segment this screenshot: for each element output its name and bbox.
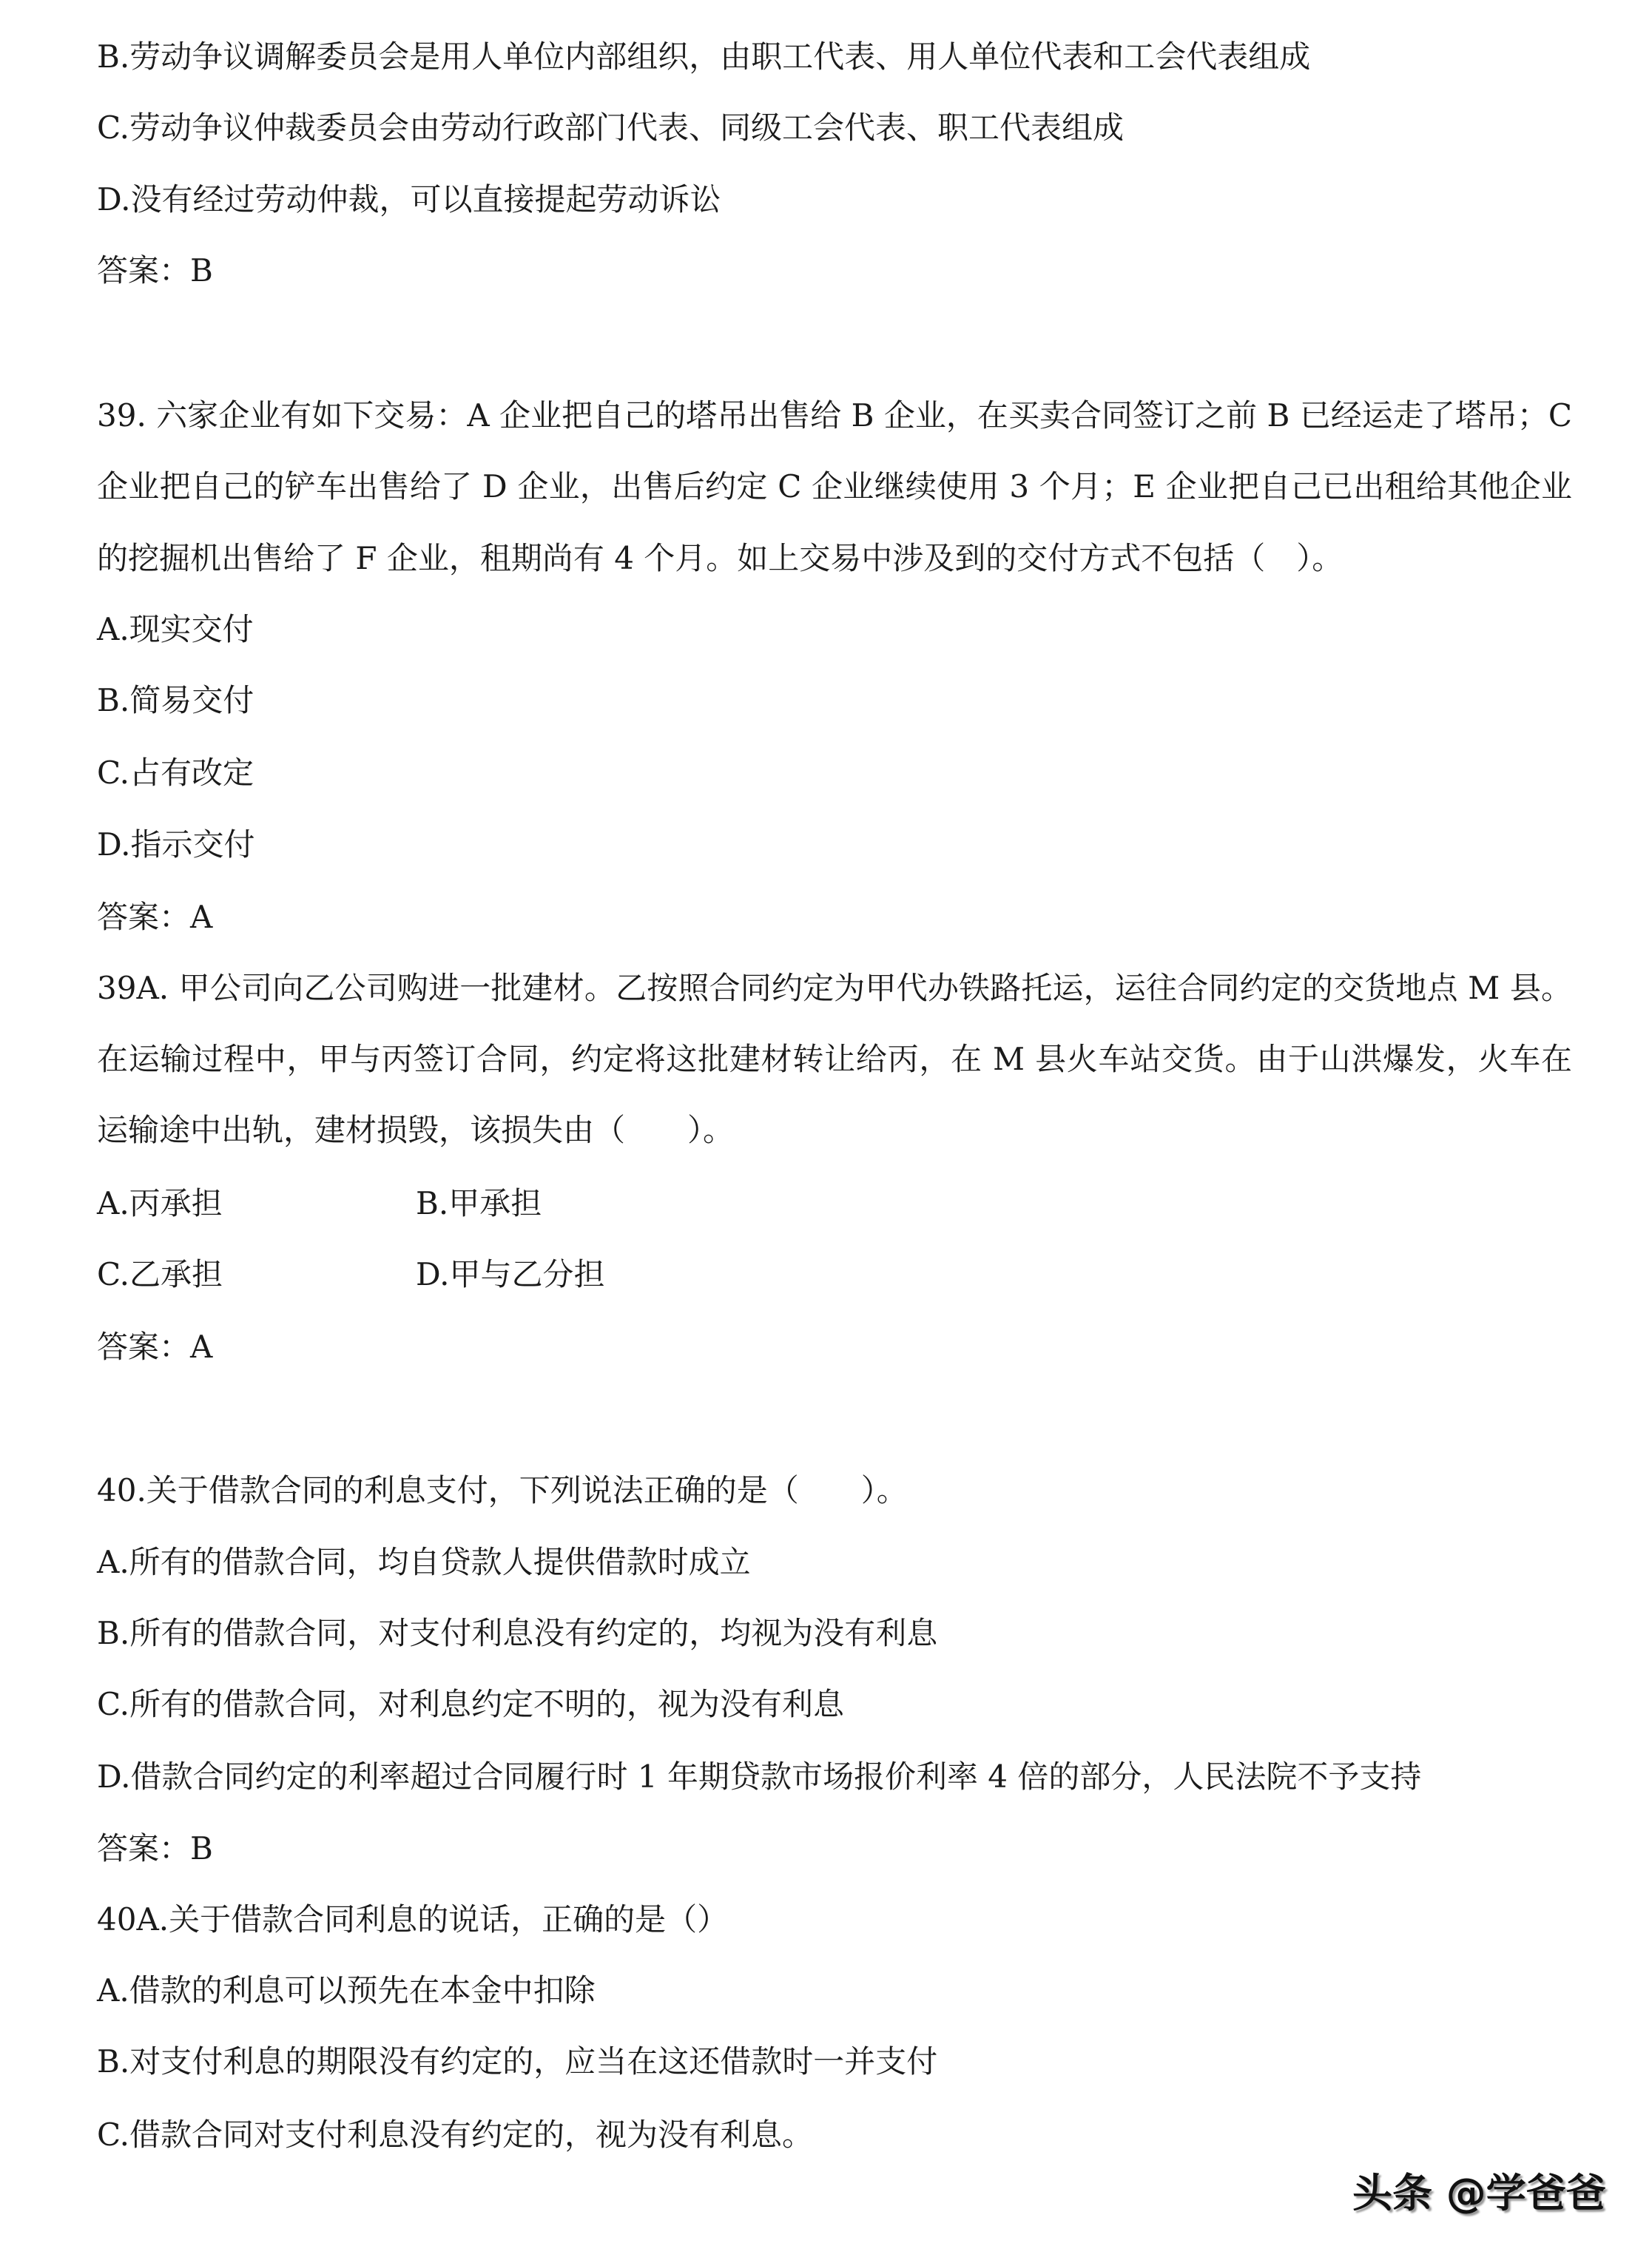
q39-option-b: B.简易交付 <box>97 682 254 718</box>
q39-answer: 答案：A <box>97 899 213 935</box>
q40a-option-a: A.借款的利息可以预先在本金中扣除 <box>97 1972 596 2009</box>
q39a-option-b: B.甲承担 <box>416 1185 542 1221</box>
q38-answer: 答案：B <box>97 252 213 289</box>
q40-option-d: D.借款合同约定的利率超过合同履行时 1 年期贷款市场报价利率 4 倍的部分，人民法院不予支持 <box>97 1758 1422 1795</box>
q39a-option-d: D.甲与乙分担 <box>416 1256 605 1292</box>
q40-answer: 答案：B <box>97 1830 213 1866</box>
q39a-option-c: C.乙承担 <box>97 1256 223 1292</box>
q40a-option-b: B.对支付利息的期限没有约定的，应当在这还借款时一并支付 <box>97 2043 938 2080</box>
q40-option-b: B.所有的借款合同，对支付利息没有约定的，均视为没有利息 <box>97 1615 938 1651</box>
q40-option-c: C.所有的借款合同，对利息约定不明的，视为没有利息 <box>97 1686 844 1722</box>
q39a-stem-line: 运输途中出轨，建材损毁，该损失由（ ）。 <box>97 1112 735 1148</box>
q39-stem-line: 39. 六家企业有如下交易：A 企业把自己的塔吊出售给 B 企业，在买卖合同签订之前 B 已经运走了塔吊；C <box>97 397 1572 434</box>
q38-option-d: D.没有经过劳动仲裁，可以直接提起劳动诉讼 <box>97 181 721 217</box>
watermark: 头条 @学爸爸 <box>1352 2170 1606 2216</box>
q40a-stem: 40A.关于借款合同利息的说话，正确的是（） <box>97 1901 729 1938</box>
q39a-option-a: A.丙承担 <box>97 1185 223 1221</box>
q39a-stem-line: 39A. 甲公司向乙公司购进一批建材。乙按照合同约定为甲代办铁路托运，运往合同约定的交货地点 M 县。 <box>97 970 1572 1006</box>
q38-option-b: B.劳动争议调解委员会是用人单位内部组织，由职工代表、用人单位代表和工会代表组成 <box>97 38 1311 75</box>
q38-option-c: C.劳动争议仲裁委员会由劳动行政部门代表、同级工会代表、职工代表组成 <box>97 109 1124 146</box>
q39-option-d: D.指示交付 <box>97 826 255 863</box>
q39a-stem-line: 在运输过程中，甲与丙签订合同，约定将这批建材转让给丙，在 M 县火车站交货。由于山洪爆发，火车在 <box>97 1041 1572 1077</box>
q39-option-c: C.占有改定 <box>97 755 254 791</box>
q39-stem-line: 企业把自己的铲车出售给了 D 企业，出售后约定 C 企业继续使用 3 个月；E 企业把自己已出租给其他企业 <box>97 468 1572 505</box>
q40a-option-c: C.借款合同对支付利息没有约定的，视为没有利息。 <box>97 2117 813 2153</box>
q39-option-a: A.现实交付 <box>97 611 254 647</box>
q40-option-a: A.所有的借款合同，均自贷款人提供借款时成立 <box>97 1544 751 1580</box>
q39a-answer: 答案：A <box>97 1329 213 1365</box>
q39-stem-line: 的挖掘机出售给了 F 企业，租期尚有 4 个月。如上交易中涉及到的交付方式不包括（ ）。 <box>97 540 1343 576</box>
q40-stem: 40.关于借款合同的利息支付，下列说法正确的是（ ）。 <box>97 1472 908 1508</box>
